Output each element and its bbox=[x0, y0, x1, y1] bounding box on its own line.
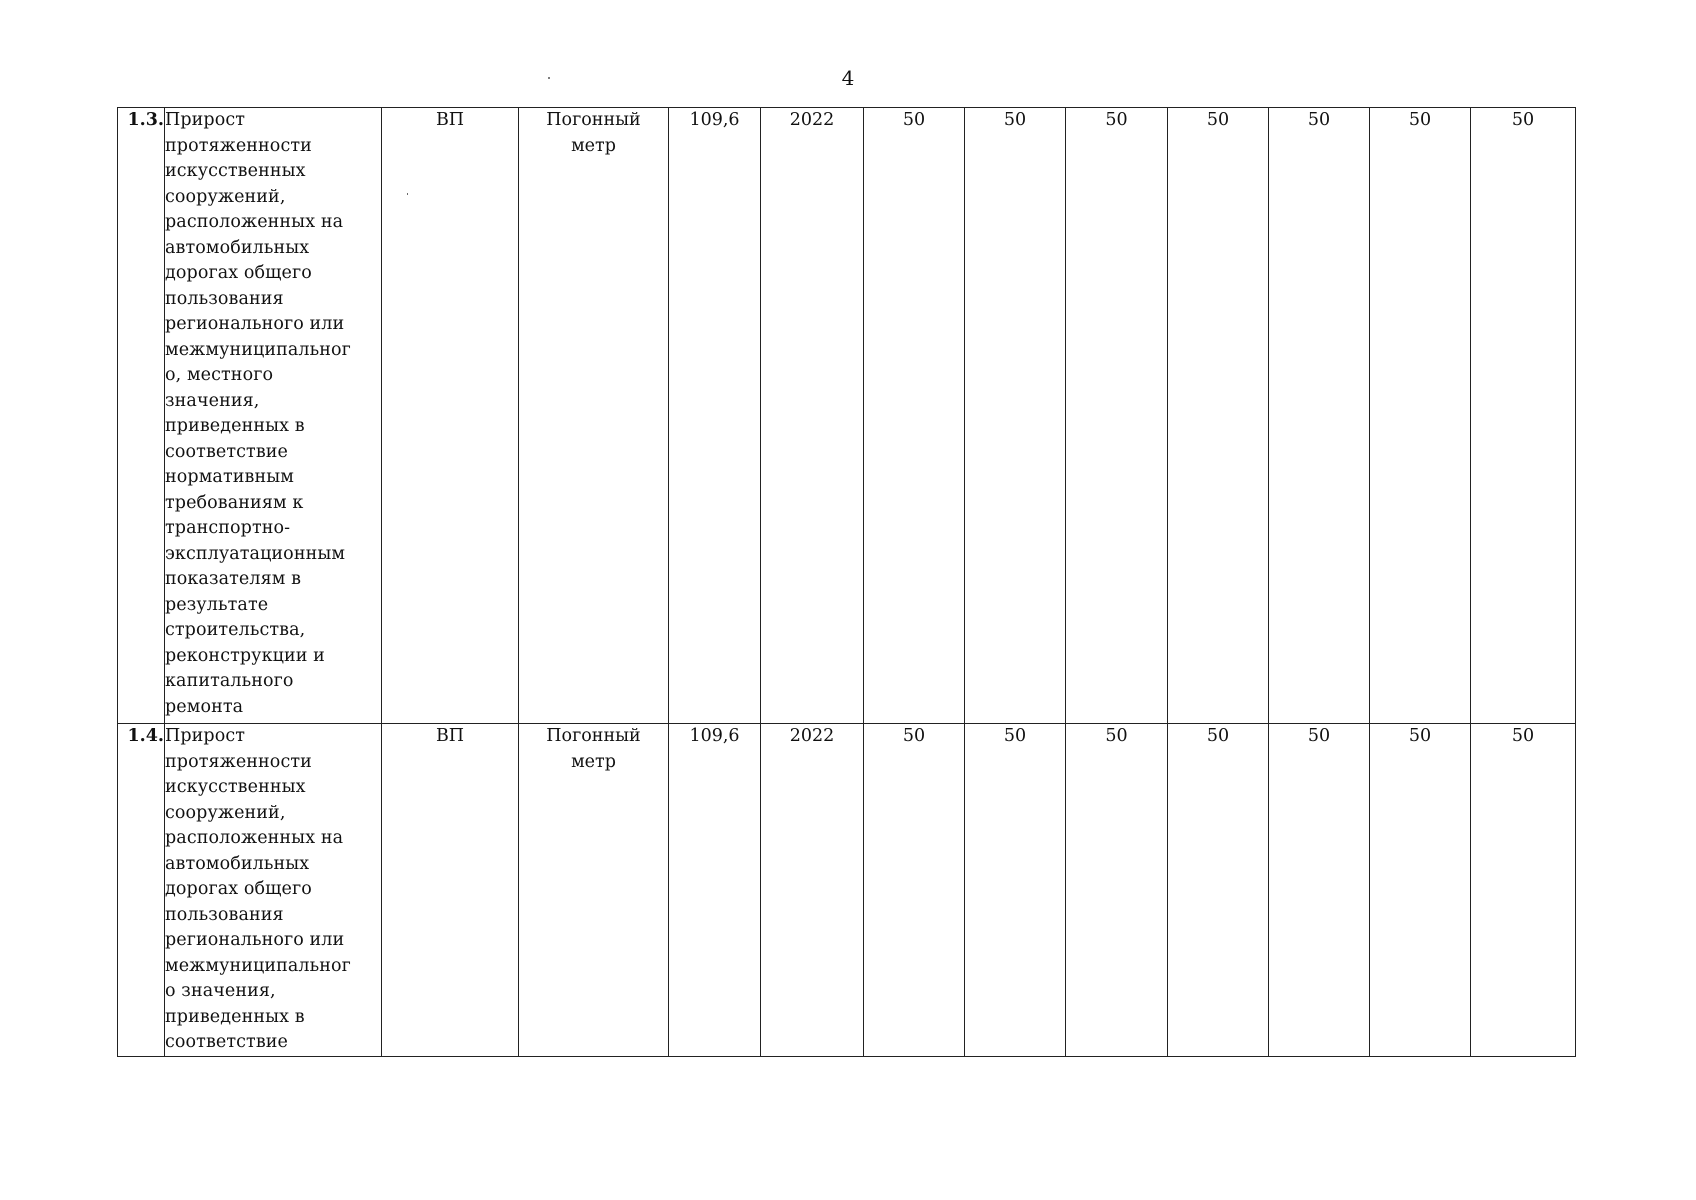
year-value: 50 bbox=[1471, 108, 1576, 724]
indicator-name bbox=[165, 108, 382, 724]
year-value: 50 bbox=[965, 108, 1066, 724]
indicator-name bbox=[165, 724, 382, 1057]
indicator-level: ВП bbox=[382, 724, 519, 1057]
unit-of-measure-text: Погонный метр bbox=[546, 726, 641, 772]
table-row bbox=[118, 724, 1576, 1057]
year-value: 50 bbox=[1269, 724, 1370, 1057]
row-number: 1.4. bbox=[118, 724, 165, 1057]
year-value: 50 bbox=[1370, 108, 1471, 724]
year-value: 50 bbox=[965, 724, 1066, 1057]
year-value: 50 bbox=[1471, 724, 1576, 1057]
year-value: 50 bbox=[864, 724, 965, 1057]
year-value: 50 bbox=[1066, 724, 1168, 1057]
row-number: 1.3. bbox=[118, 108, 165, 724]
year-value: 50 bbox=[1370, 724, 1471, 1057]
year-value: 50 bbox=[864, 108, 965, 724]
base-value: 109,6 bbox=[669, 724, 761, 1057]
base-year: 2022 bbox=[761, 724, 864, 1057]
unit-of-measure-text: Погонный метр bbox=[546, 110, 641, 156]
indicator-name-text: Прирост протяженности искусственных сооружений, расположенных на автомобильных дорогах общего пользования регионального или межмуниципальног о, местного значения, приведенных в соответствие нормативным требованиям к транспортно- эксплуатационным показателям в результате строительства, реконструкции и капитального ремонта bbox=[165, 110, 351, 717]
indicators-table bbox=[117, 107, 1576, 1057]
year-value: 50 bbox=[1168, 724, 1269, 1057]
year-value: 50 bbox=[1168, 108, 1269, 724]
indicator-level: ВП bbox=[382, 108, 519, 724]
year-value: 50 bbox=[1269, 108, 1370, 724]
year-value: 50 bbox=[1066, 108, 1168, 724]
table-row bbox=[118, 108, 1576, 724]
indicator-name-text: Прирост протяженности искусственных сооружений, расположенных на автомобильных дорогах общего пользования регионального или межмуниципальног о значения, приведенных в соответствие bbox=[165, 726, 351, 1052]
base-value: 109,6 bbox=[669, 108, 761, 724]
unit-of-measure bbox=[519, 108, 669, 724]
page-number: 4 bbox=[841, 66, 855, 90]
base-year: 2022 bbox=[761, 108, 864, 724]
scan-speck bbox=[548, 77, 550, 79]
unit-of-measure bbox=[519, 724, 669, 1057]
